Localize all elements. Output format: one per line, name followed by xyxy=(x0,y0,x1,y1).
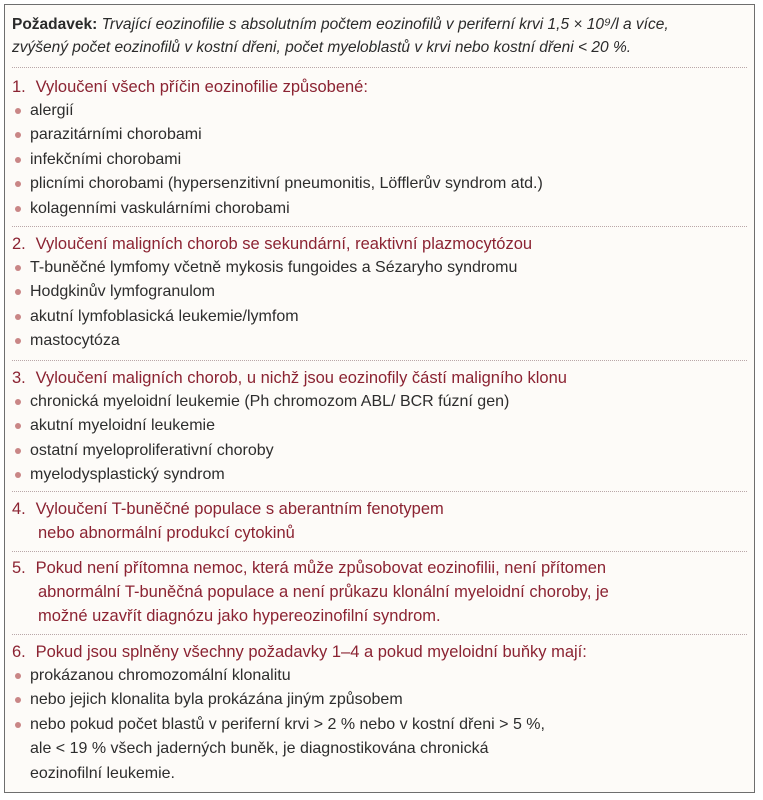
list-item: mastocytóza xyxy=(12,329,750,353)
section-6 xyxy=(12,640,750,786)
bullet-icon xyxy=(15,423,21,429)
bullet-icon xyxy=(15,157,21,163)
section-6-title-text: Pokud jsou splněny všechny požadavky 1–4 a pokud myeloidní buňky mají: xyxy=(35,643,587,661)
bullet-icon xyxy=(15,448,21,454)
requirement-text: Trvající eozinofilie s absolutním počtem eozinofilů v periferní krvi 1,5 × 10⁹/l a více, xyxy=(101,16,669,33)
requirement-label: Požadavek: xyxy=(12,16,98,33)
bullet-icon xyxy=(15,722,21,728)
bullet-icon xyxy=(15,472,21,478)
bullet-icon xyxy=(15,399,21,405)
section-4-title-text: Vyloučení T-buněčné populace s aberantním fenotypem xyxy=(35,500,444,518)
list-item: nebo pokud počet blastů v periferní krvi > 2 % nebo v kostní dřeni > 5 %, ale < 19 % všech jaderných buněk, je diagnostikována chronická eozinofilní leukemie. xyxy=(12,713,750,786)
list-item-continuation: eozinofilní leukemie. xyxy=(30,764,175,782)
requirement-paragraph xyxy=(12,13,750,59)
section-1-number: 1. xyxy=(12,78,26,96)
list-item: myelodysplastický syndrom xyxy=(12,463,750,487)
bullet-icon xyxy=(15,314,21,320)
list-item: nebo jejich klonalita byla prokázána jiným způsobem xyxy=(12,688,750,712)
section-6-number: 6. xyxy=(12,643,26,661)
criteria-box xyxy=(4,4,755,793)
bullet-icon xyxy=(15,181,21,187)
section-2-number: 2. xyxy=(12,235,26,253)
section-5-title-text: Pokud není přítomna nemoc, která může způsobovat eozinofilii, není přítomen xyxy=(35,559,607,577)
list-item: akutní myeloidní leukemie xyxy=(12,414,750,438)
list-item: Hodgkinův lymfogranulom xyxy=(12,280,750,304)
bullet-icon xyxy=(15,206,21,212)
list-item: prokázanou chromozomální klonalitu xyxy=(12,664,750,688)
bullet-icon xyxy=(15,673,21,679)
section-4 xyxy=(12,497,750,545)
section-2-title-text: Vyloučení maligních chorob se sekundární, reaktivní plazmocytózou xyxy=(35,235,533,253)
list-item: parazitárními chorobami xyxy=(12,123,750,147)
section-5-title xyxy=(12,556,750,628)
section-1-title-text: Vyloučení všech příčin eozinofilie způsobené: xyxy=(35,78,368,96)
divider xyxy=(12,360,747,361)
bullet-icon xyxy=(15,697,21,703)
section-6-title xyxy=(12,640,750,664)
list-item: plicními chorobami (hypersenzitivní pneumonitis, Löfflerův syndrom atd.) xyxy=(12,172,750,196)
divider xyxy=(12,634,747,635)
requirement-text-line2: zvýšený počet eozinofilů v kostní dřeni, počet myeloblastů v krvi nebo kostní dřeni < 20 %. xyxy=(12,39,632,56)
section-1-list xyxy=(12,99,750,221)
section-5-number: 5. xyxy=(12,559,26,577)
bullet-icon xyxy=(15,132,21,138)
divider xyxy=(12,67,747,68)
section-4-title-line2: nebo abnormální produkcí cytokinů xyxy=(38,524,295,542)
section-1 xyxy=(12,75,750,221)
divider xyxy=(12,491,747,492)
section-6-list xyxy=(12,664,750,786)
bullet-icon xyxy=(15,108,21,114)
list-item: alergií xyxy=(12,99,750,123)
section-3-title xyxy=(12,366,750,390)
divider xyxy=(12,551,747,552)
section-3 xyxy=(12,366,750,488)
section-4-number: 4. xyxy=(12,500,26,518)
bullet-icon xyxy=(15,265,21,271)
section-3-list xyxy=(12,390,750,488)
section-5-title-line3: možné uzavřít diagnózu jako hypereozinofilní syndrom. xyxy=(38,607,441,625)
section-3-number: 3. xyxy=(12,369,26,387)
section-4-title xyxy=(12,497,750,545)
section-2-title xyxy=(12,232,750,256)
bullet-icon xyxy=(15,338,21,344)
list-item: kolagenními vaskulárními chorobami xyxy=(12,197,750,221)
list-item: infekčními chorobami xyxy=(12,148,750,172)
section-1-title xyxy=(12,75,750,99)
list-item-continuation: ale < 19 % všech jaderných buněk, je diagnostikována chronická xyxy=(30,740,489,758)
list-item: ostatní myeloproliferativní choroby xyxy=(12,439,750,463)
list-item: akutní lymfoblasická leukemie/lymfom xyxy=(12,305,750,329)
section-2 xyxy=(12,232,750,354)
section-5 xyxy=(12,556,750,628)
list-item: chronická myeloidní leukemie (Ph chromozom ABL/ BCR fúzní gen) xyxy=(12,390,750,414)
divider xyxy=(12,226,747,227)
bullet-icon xyxy=(15,289,21,295)
section-5-title-line2: abnormální T-buněčná populace a není průkazu klonální myeloidní choroby, je xyxy=(38,583,609,601)
section-3-title-text: Vyloučení maligních chorob, u nichž jsou eozinofily částí maligního klonu xyxy=(35,369,567,387)
list-item: T-buněčné lymfomy včetně mykosis fungoides a Sézaryho syndromu xyxy=(12,256,750,280)
section-2-list xyxy=(12,256,750,354)
